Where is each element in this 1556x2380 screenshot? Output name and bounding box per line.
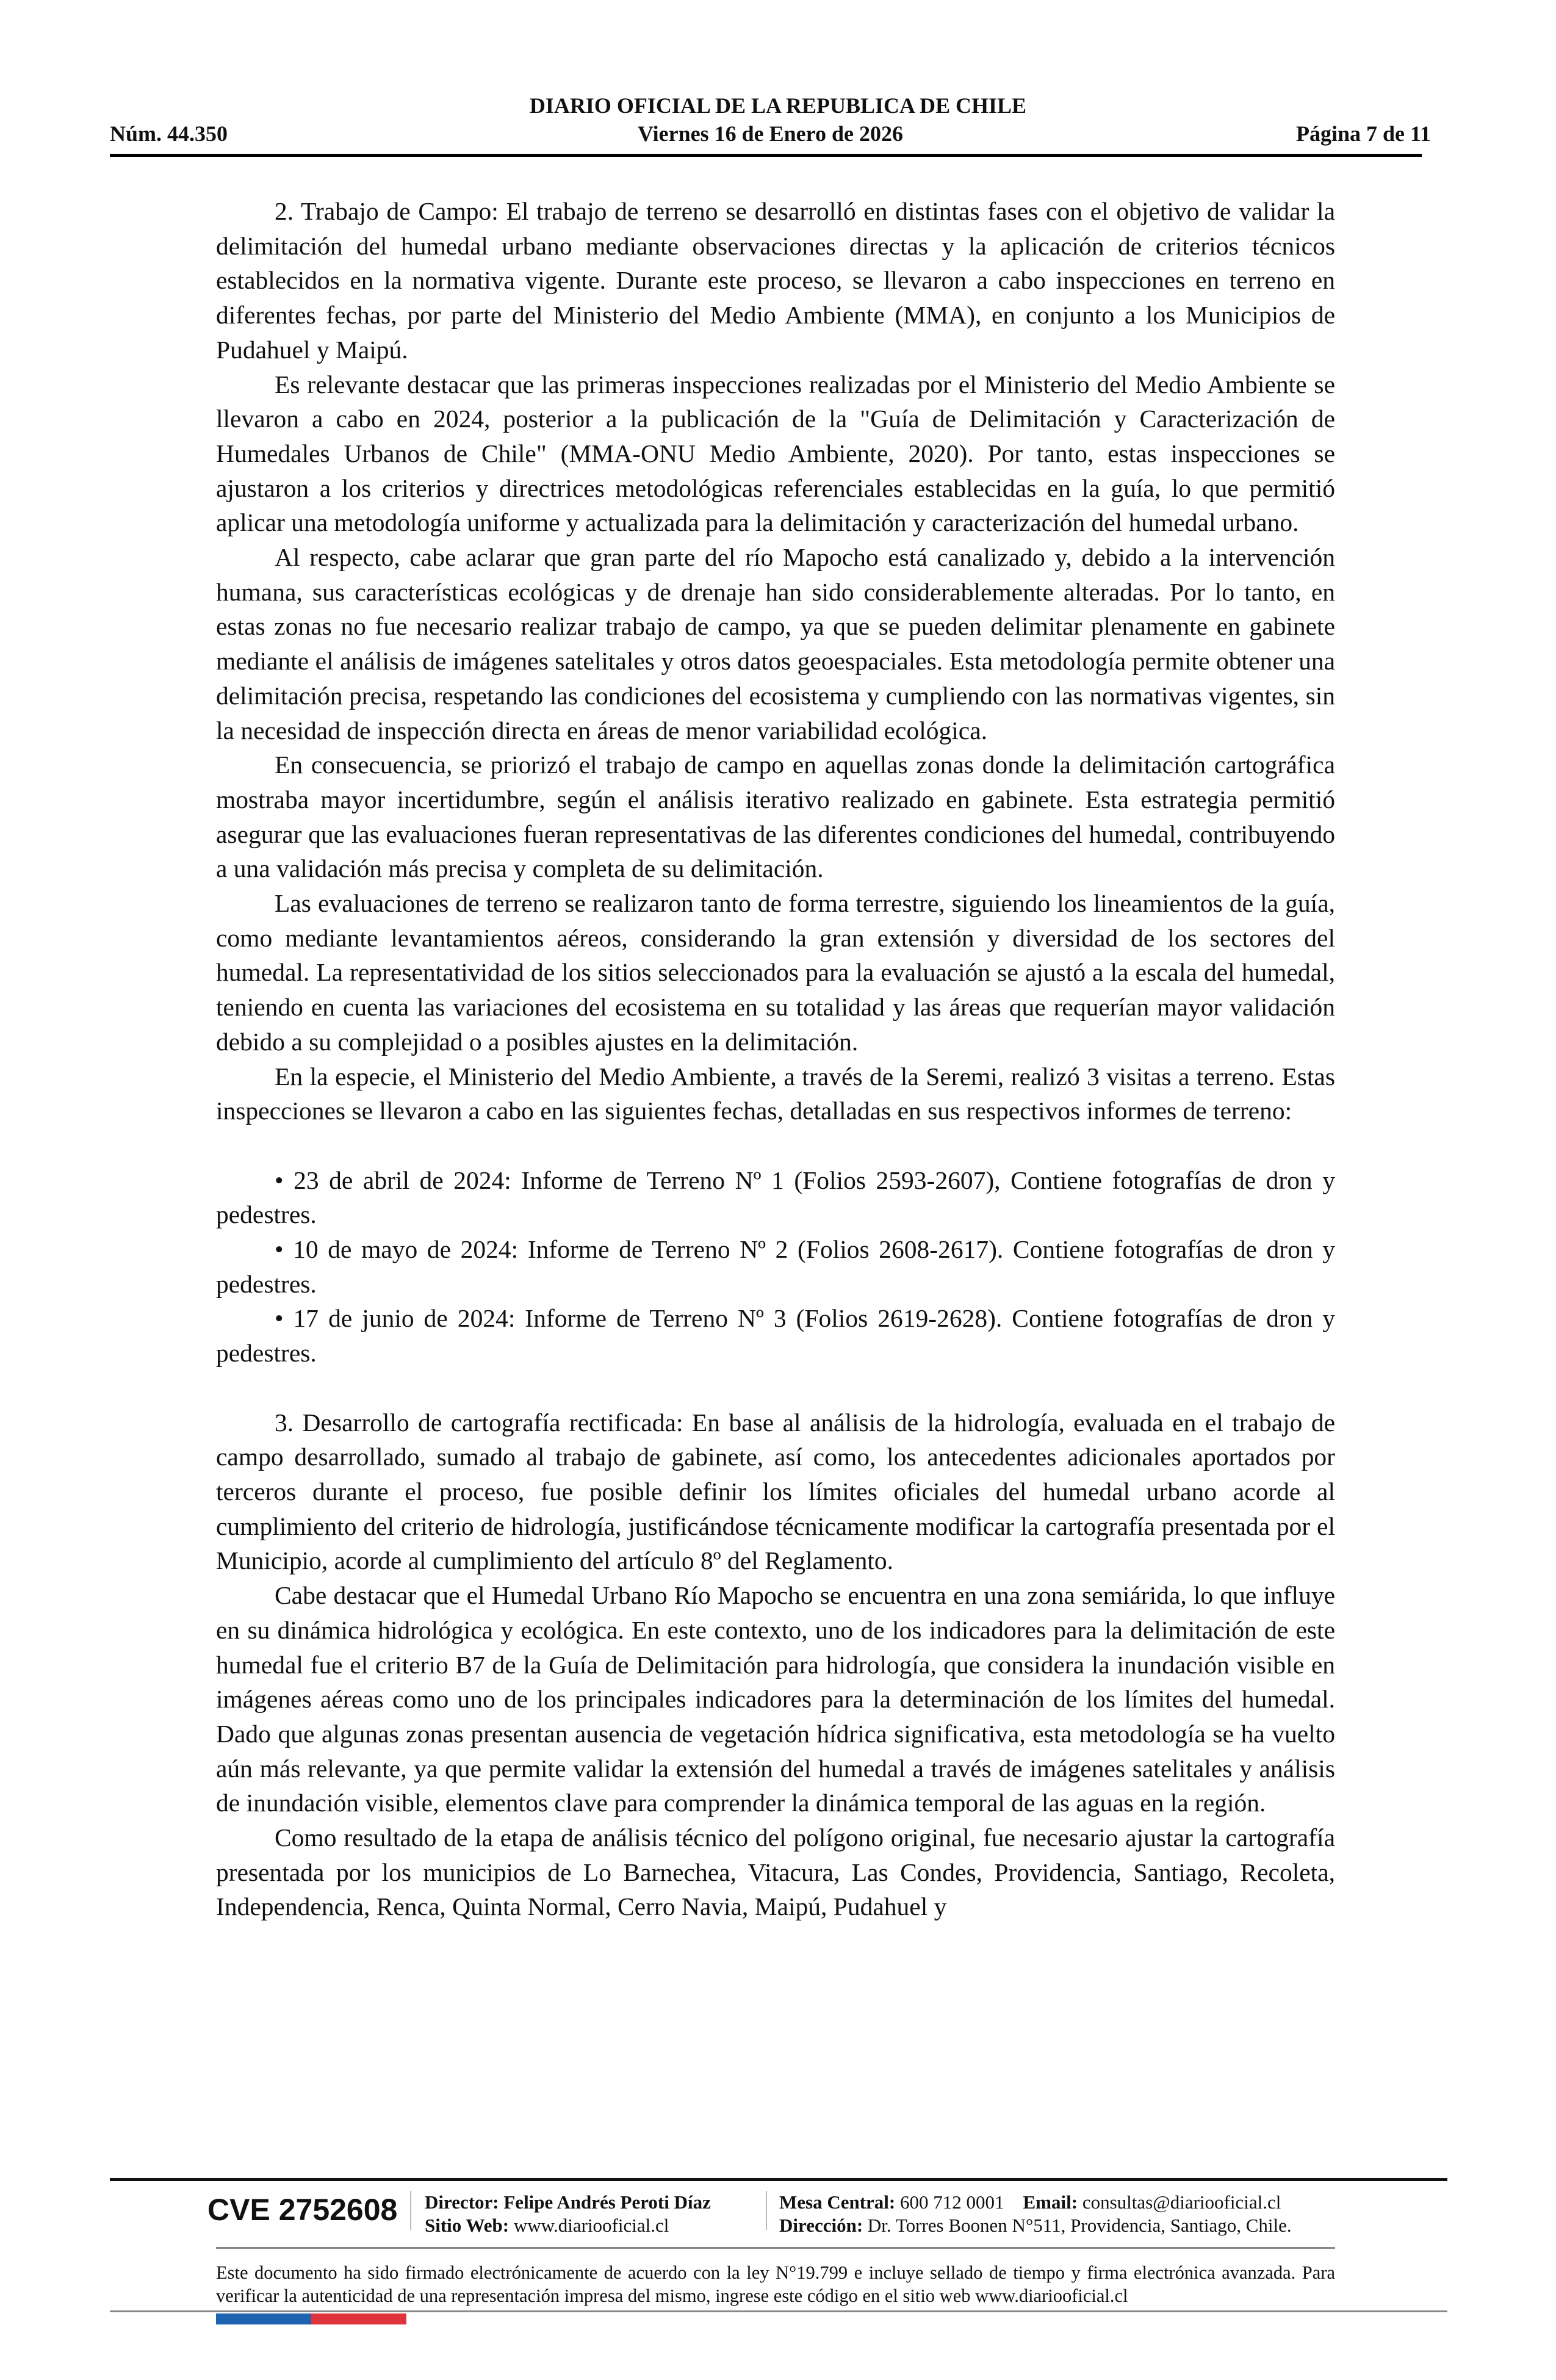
footer-divider [110, 2310, 1447, 2312]
footer-contact-block [779, 2191, 1292, 2237]
cve-code: CVE 2752608 [207, 2193, 398, 2227]
footer-separator [410, 2191, 411, 2230]
publication-title: DIARIO OFICIAL DE LA REPUBLICA DE CHILE [529, 93, 1027, 118]
flag-stripe-red [311, 2313, 406, 2324]
footer-separator [766, 2191, 767, 2230]
page-number: Página 7 de 11 [1295, 121, 1431, 146]
bullet-item: • 17 de junio de 2024: Informe de Terreno Nº 3 (Folios 2619-2628). Contiene fotografías de dron y pedestres. [216, 1304, 1335, 1368]
bullet-item: • 10 de mayo de 2024: Informe de Terreno Nº 2 (Folios 2608-2617). Contiene fotografías de dron y pedestres. [216, 1235, 1335, 1298]
email-label: Email: [1023, 2191, 1078, 2213]
phone-label: Mesa Central: [779, 2191, 896, 2213]
signature-disclaimer: Este documento ha sido firmado electrónicamente de acuerdo con la ley N°19.799 e incluye sellado de tiempo y firma electrónica avanzada. Para verificar la autenticidad de una representación impresa del mismo, ingrese este código en el sitio web www.diariooficial.cl [216, 2262, 1335, 2306]
paragraph: En la especie, el Ministerio del Medio Ambiente, a través de la Seremi, realizó 3 visitas a terreno. Estas inspecciones se llevaron a cabo en las siguientes fechas, detalladas en sus respectivos informes de terreno: [216, 1062, 1335, 1125]
paragraph: 3. Desarrollo de cartografía rectificada: En base al análisis de la hidrología, evaluada en el trabajo de campo desarrollado, sumado al trabajo de gabinete, así como, los antecedentes adicionales aportados por terceros durante el proceso, fue posible definir los límites oficiales del humedal urbano acorde al cumplimiento del criterio de hidrología, justificándose técnicamente modificar la cartografía presentada por el Municipio, acorde al cumplimiento del artículo 8º del Reglamento. [216, 1408, 1335, 1575]
flag-stripe-blue [216, 2313, 311, 2324]
address: Dr. Torres Boonen N°511, Providencia, Santiago, Chile. [867, 2215, 1292, 2236]
paragraph: Al respecto, cabe aclarar que gran parte del río Mapocho está canalizado y, debido a la intervención humana, sus características ecológicas y de drenaje han sido considerablemente alteradas. Por lo tanto, en estas zonas no fue necesario realizar trabajo de campo, ya que se pueden delimitar plenamente en gabinete mediante el análisis de imágenes satelitales y otros datos geoespaciales. Esta metodología permite obtener una delimitación precisa, respetando las condiciones del ecosistema y cumpliendo con las normativas vigentes, sin la necesidad de inspección directa en áreas de menor variabilidad ecológica. [216, 543, 1335, 745]
paragraph: Cabe destacar que el Humedal Urbano Río Mapocho se encuentra en una zona semiárida, lo que influye en su dinámica hidrológica y ecológica. En este contexto, uno de los indicadores para la delimitación de este humedal fue el criterio B7 de la Guía de Delimitación para hidrología, que considera la inundación visible en imágenes aéreas como uno de los principales indicadores para la determinación de los límites del humedal. Dado que algunas zonas presentan ausencia de vegetación hídrica significativa, esta metodología se ha vuelto aún más relevante, ya que permite validar la extensión del humedal a través de imágenes satelitales y análisis de inundación visible, elementos clave para comprender la dinámica temporal de las aguas en la región. [216, 1581, 1335, 1817]
paragraph: 2. Trabajo de Campo: El trabajo de terreno se desarrolló en distintas fases con el objetivo de validar la delimitación del humedal urbano mediante observaciones directas y la aplicación de criterios técnicos establecidos en la normativa vigente. Durante este proceso, se llevaron a cabo inspecciones en terreno en diferentes fechas, por parte del Ministerio del Medio Ambiente (MMA), en conjunto a los Municipios de Pudahuel y Maipú. [216, 197, 1335, 364]
footer-director-block [425, 2191, 711, 2237]
web-label: Sitio Web: [425, 2215, 510, 2236]
paragraph: Es relevante destacar que las primeras inspecciones realizadas por el Ministerio del Medio Ambiente se llevaron a cabo en 2024, posterior a la publicación de la "Guía de Delimitación y Caracterización de Humedales Urbanos de Chile" (MMA-ONU Medio Ambiente, 2020). Por tanto, estas inspecciones se ajustaron a los criterios y directrices metodológicas referenciales establecidas en la guía, lo que permitió aplicar una metodología uniforme y actualizada para la delimitación y caracterización del humedal urbano. [216, 370, 1335, 537]
footer-divider [216, 2247, 1335, 2249]
director-label: Director: [425, 2191, 499, 2213]
director-name: Felipe Andrés Peroti Díaz [503, 2191, 711, 2213]
header-divider [110, 154, 1422, 157]
issue-number: Núm. 44.350 [110, 121, 228, 146]
bullet-item: • 23 de abril de 2024: Informe de Terreno Nº 1 (Folios 2593-2607), Contiene fotografías de dron y pedestres. [216, 1166, 1335, 1229]
paragraph: Como resultado de la etapa de análisis técnico del polígono original, fue necesario ajustar la cartografía presentada por los municipios de Lo Barnechea, Vitacura, Las Condes, Providencia, Santiago, Recoleta, Independencia, Renca, Quinta Normal, Cerro Navia, Maipú, Pudahuel y [216, 1823, 1335, 1921]
paragraph: Las evaluaciones de terreno se realizaron tanto de forma terrestre, siguiendo los lineamientos de la guía, como mediante levantamientos aéreos, considerando la gran extensión y diversidad de los sectores del humedal. La representatividad de los sitios seleccionados para la evaluación se ajustó a la escala del humedal, teniendo en cuenta las variaciones del ecosistema en su totalidad y las áreas que requerían mayor validación debido a su complejidad o a posibles ajustes en la delimitación. [216, 889, 1335, 1056]
paragraph: En consecuencia, se priorizó el trabajo de campo en aquellas zonas donde la delimitación cartográfica mostraba mayor incertidumbre, según el análisis iterativo realizado en gabinete. Esta estrategia permitió asegurar que las evaluaciones fueran representativas de las diferentes condiciones del humedal, contribuyendo a una validación más precisa y completa de su delimitación. [216, 751, 1335, 883]
address-label: Dirección: [779, 2215, 863, 2236]
website-link[interactable]: www.diariooficial.cl [513, 2215, 669, 2236]
document-body [216, 194, 1335, 1924]
phone-number: 600 712 0001 [900, 2191, 1004, 2213]
issue-date: Viernes 16 de Enero de 2026 [638, 121, 903, 146]
footer-divider [110, 2178, 1447, 2181]
email-link[interactable]: consultas@diariooficial.cl [1082, 2191, 1281, 2213]
